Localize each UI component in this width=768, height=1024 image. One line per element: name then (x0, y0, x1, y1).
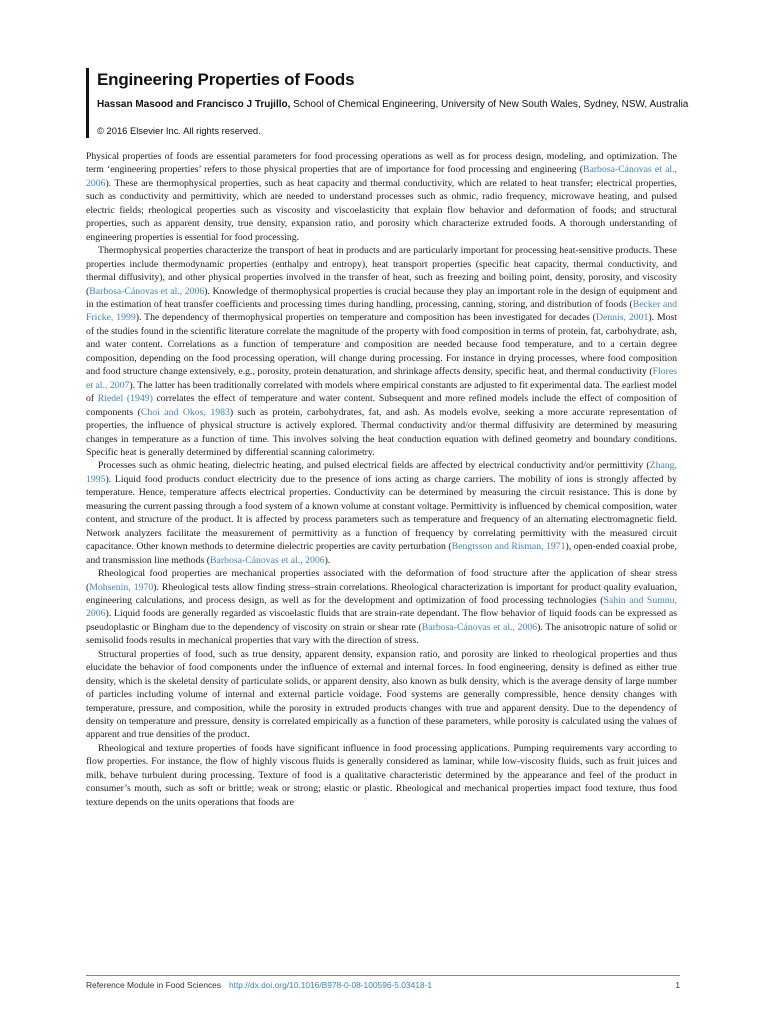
citation-link[interactable]: Becker and Fricke, 1999 (86, 298, 677, 324)
citation-link[interactable]: Choi and Okos, 1983 (140, 406, 230, 418)
page-number: 1 (675, 980, 680, 990)
citation-link[interactable]: Dennis, 2001 (595, 312, 649, 324)
citation-link[interactable]: Barbosa-Cánovas et al., 2006 (210, 554, 325, 566)
citation-link[interactable]: Bengtsson and Risman, 1971 (451, 541, 566, 553)
citation-link[interactable]: Barbosa-Cánovas et al., 2006 (89, 285, 205, 297)
citation-link[interactable]: Barbosa-Cánovas et al., 2006 (86, 164, 677, 189)
journal-name: Reference Module in Food Sciences (86, 980, 222, 990)
citation-link[interactable]: Flores et al., 2007 (86, 366, 677, 391)
article-header (86, 68, 697, 138)
paragraph: Rheological food properties are mechanical properties associated with the deformation of food structure after the application of shear stress (Mohsenin, 1970). Rheological tests allow finding stress–strain correlations. Rheological characterization is important for product quality evaluation, engineering calculations, and process design, as well as for the development and optimization of food processing technologies (Sahin and Sumnu, 2006). Liquid foods are generally regarded as viscoelastic fluids that are strain-rate dependant. The flow behavior of liquid foods can be expressed as pseudoplastic or Bingham due to the dependency of viscosity on strain or shear rate (Barbosa-Cánovas et al., 2006). The anisotropic nature of solid or semisolid foods results in mechanical properties that vary with the direction of stress. (86, 568, 678, 647)
citation-link[interactable]: Riedel (1949) (97, 393, 153, 405)
paragraph: Physical properties of foods are essential parameters for food processing operations as well as for process design, modeling, and optimization. The term ‘engineering properties’ refers to those physical properties that are of importance for food processing and engineering (Barbosa-Cánovas et al., 2006). These are thermophysical properties, such as heat capacity and thermal conductivity, which are related to heat transfer; electrical properties, such as conductivity and permittivity, which are needed to understand processes such as ohmic, radio frequency, microwave heating, and pulsed electric fields; rheological properties such as viscosity and viscoelasticity that explain flow behavior and deformation of foods; and structural properties, such as apparent density, true density, expansion ratio, and porosity which characterize extruded foods. A thorough understanding of engineering properties is essential for food processing. (86, 151, 677, 243)
citation-link[interactable]: Zhang, 1995 (86, 460, 677, 485)
author-names: Hassan Masood and Francisco J Trujillo, (97, 99, 291, 110)
footer-divider (86, 975, 680, 976)
article-title: Engineering Properties of Foods (97, 70, 355, 89)
copyright-notice: © 2016 Elsevier Inc. All rights reserved. (97, 125, 261, 136)
paragraph: Rheological and texture properties of foods have significant influence in food processing applications. Pumping requirements vary according to flow properties. For instance, the flow of highly viscous fluids is generally considered as laminar, while low-viscosity fluids, such as fruit juices and milk, behave turbulent during processing. Texture of food is a qualitative characteristic determined by the appearance and feel of the product in consumer’s mouth, such as soft or brittle; weak or strong; elastic or plastic. Rheological and mechanical properties impact food texture, thus food texture depends on the units operations that foods are (86, 742, 677, 808)
doi-link[interactable]: http://dx.doi.org/10.1016/B978-0-08-100596-5.03418-1 (229, 980, 433, 990)
citation-link[interactable]: Mohsenin, 1970 (89, 581, 154, 593)
paragraph: Processes such as ohmic heating, dielectric heating, and pulsed electrical fields are affected by electrical conductivity and/or permittivity (Zhang, 1995). Liquid food products conduct electricity due to the presence of ions acting as charge carriers. The mobility of ions is strongly affected by temperature. Hence, temperature affects electrical properties. Conductivity can be determined by measuring the circuit resistance. This is done by measuring the current passing through a food system of a known volume at constant voltage. Permittivity is influenced by chemical composition, water content, and structure of the product. It is affected by process parameters such as temperature and frequency of an alternating electromagnetic field. Network analyzers facilitate the measurement of permittivity as a function of frequency by correlating permittivity with the measured circuit capacitance. Other known methods to determine dielectric properties are cavity perturbation (Bengtsson and Risman, 1971), open-ended coaxial probe, and transmission line methods (Barbosa-Cánovas et al., 2006). (86, 460, 677, 566)
citation-link[interactable]: Sahin and Sumnu, 2006 (86, 594, 677, 620)
paragraph: Structural properties of food, such as true density, apparent density, expansion ratio, and porosity are linked to rheological properties and thus elucidate the behavior of food components under the influence of external and internal forces. In food engineering, density is defined as either true density, which is the skeletal density of particulate solids, or apparent density, also known as bulk density, which is the average density of large number of particles including volume of internal and external particle voidage. Food systems are generally compressible, hence density changes with temperature, pressure, and composition, while the porosity in extruded products changes with true and apparent density. Due to the dependency of density on temperature and pressure, density is correlated empirically as a function of these parameters, while porosity is calculated using the values of apparent and true densities of the product. (86, 648, 677, 741)
author-line (97, 98, 697, 112)
paragraph: Thermophysical properties characterize the transport of heat in products and are particularly important for processing heat-sensitive products. These properties include thermodynamic properties (enthalpy and entropy), heat transport properties (specific heat capacity, thermal conductivity, and thermal diffusivity), and other physical properties involved in the transfer of heat, such as freezing and boiling point, density, porosity, and viscosity (Barbosa-Cánovas et al., 2006). Knowledge of thermophysical properties is crucial because they play an important role in the design of equipment and in the estimation of heat transfer coefficients and processing times during handling, processing, canning, storing, and distribution of foods (Becker and Fricke, 1999). The dependency of thermophysical properties on temperature and composition has been investigated for decades (Dennis, 2001). Most of the studies found in the scientific literature correlate the magnitude of the property with food composition in terms of protein, fat, carbohydrate, ash, and water content. Correlations as a function of temperature and composition are needed because food temperature, and to a certain degree composition, depending on the food processing operation, will change during processing. For instance in drying processes, where food composition and food structure change extensively, e.g., porosity, protein denaturation, and shrinkage affects density, specific heat, and thermal conductivity (Flores et al., 2007). The latter has been traditionally correlated with models where empirical constants are adjusted to fit experimental data. The earliest model of Riedel (1949) correlates the effect of temperature and water content. Subsequent and more refined models include the effect of composition of components (Choi and Okos, 1983) such as protein, carbohydrates, fat, and ash. As models evolve, seeking a more accurate representation of properties, the influence of physical structure is actively explored. Thermal conductivity and/or thermal diffusivity are determined by measuring changes in temperature as a function of time. This involves solving the heat conduction equation with defined geometry and boundary conditions. Specific heat is generally determined by differential scanning calorimetry. (86, 245, 678, 458)
article-body (86, 150, 677, 809)
citation-link[interactable]: Barbosa-Cánovas et al., 2006 (421, 621, 538, 633)
author-affiliation: School of Chemical Engineering, University of New South Wales, Sydney, NSW, Australia (293, 99, 689, 110)
